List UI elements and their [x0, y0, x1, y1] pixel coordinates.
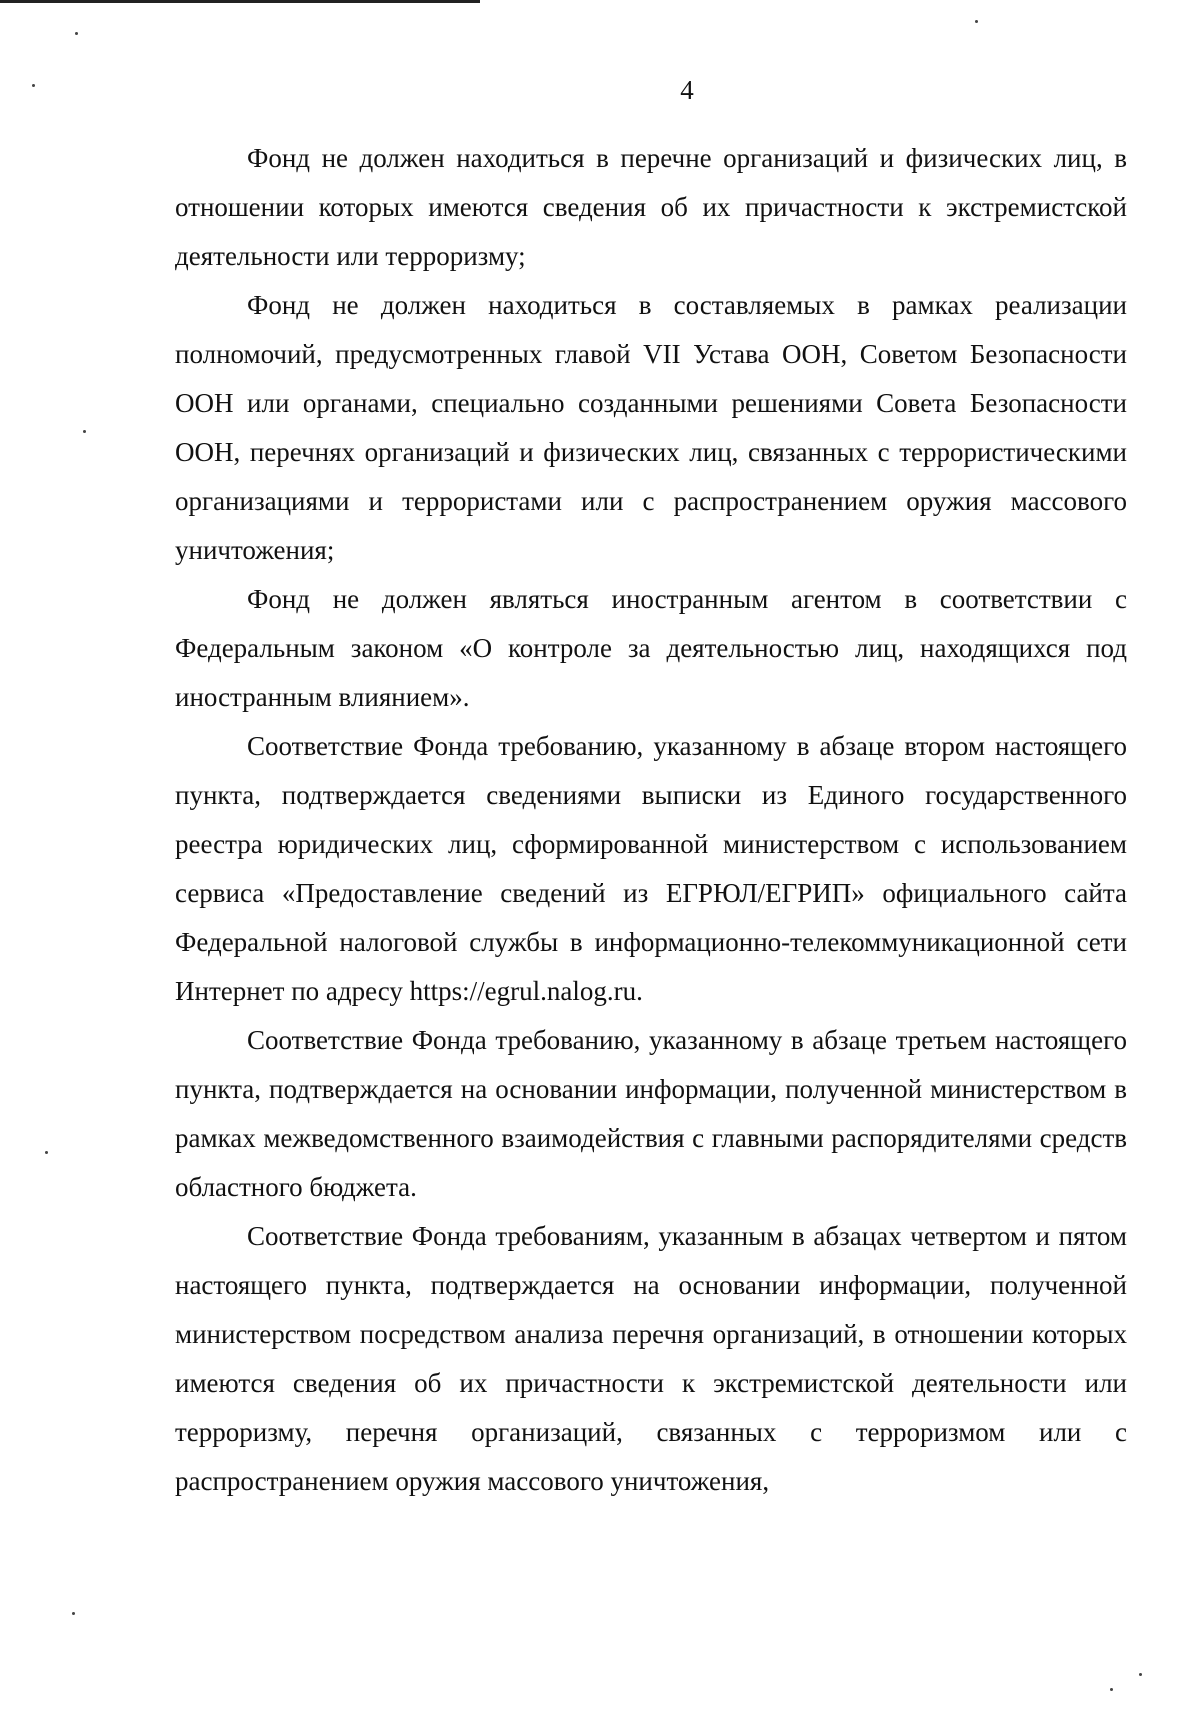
scan-speck [83, 430, 86, 433]
paragraph-5: Соответствие Фонда требованию, указанному в абзаце третьем настоящего пункта, подтверждается на основании информации, полученной министерством в рамках межведомственного взаимодействия с главными распорядителями средств областного бюджета. [175, 1025, 1127, 1202]
scan-speck [75, 32, 78, 35]
document-body [175, 134, 1127, 1506]
paragraph-4: Соответствие Фонда требованию, указанному в абзаце втором настоящего пункта, подтверждается сведениями выписки из Единого государственного реестра юридических лиц, сформированной министерством с использованием сервиса «Предоставление сведений из ЕГРЮЛ/ЕГРИП» официального сайта Федеральной налоговой службы в информационно-телекоммуникационной сети Интернет по адресу https://egrul.nalog.ru. [175, 731, 1127, 1006]
paragraph-2: Фонд не должен находиться в составляемых в рамках реализации полномочий, предусмотренных главой VII Устава ООН, Советом Безопасности ООН или органами, специально созданными решениями Совета Безопасности ООН, перечнях организаций и физических лиц, связанных с террористическими организациями и террористами или с распространением оружия массового уничтожения; [175, 290, 1127, 565]
scan-speck [1139, 1673, 1142, 1676]
paragraph-6: Соответствие Фонда требованиям, указанным в абзацах четвертом и пятом настоящего пункта, подтверждается на основании информации, полученной министерством посредством анализа перечня организаций, в отношении которых имеются сведения об их причастности к экстремистской деятельности или терроризму, перечня организаций, связанных с терроризмом или с распространением оружия массового уничтожения, [175, 1221, 1127, 1496]
paragraph-3: Фонд не должен являться иностранным агентом в соответствии с Федеральным законом «О контроле за деятельностью лиц, находящихся под иностранным влиянием». [175, 584, 1127, 712]
paragraph-1: Фонд не должен находиться в перечне организаций и физических лиц, в отношении которых имеются сведения об их причастности к экстремистской деятельности или терроризму; [175, 143, 1127, 271]
scan-speck [975, 20, 978, 23]
scan-speck [32, 84, 35, 87]
page-number: 4 [680, 75, 694, 105]
scan-speck [1110, 1688, 1113, 1691]
top-border-rule [0, 0, 480, 3]
scan-speck [45, 1151, 48, 1154]
scan-speck [72, 1612, 75, 1615]
